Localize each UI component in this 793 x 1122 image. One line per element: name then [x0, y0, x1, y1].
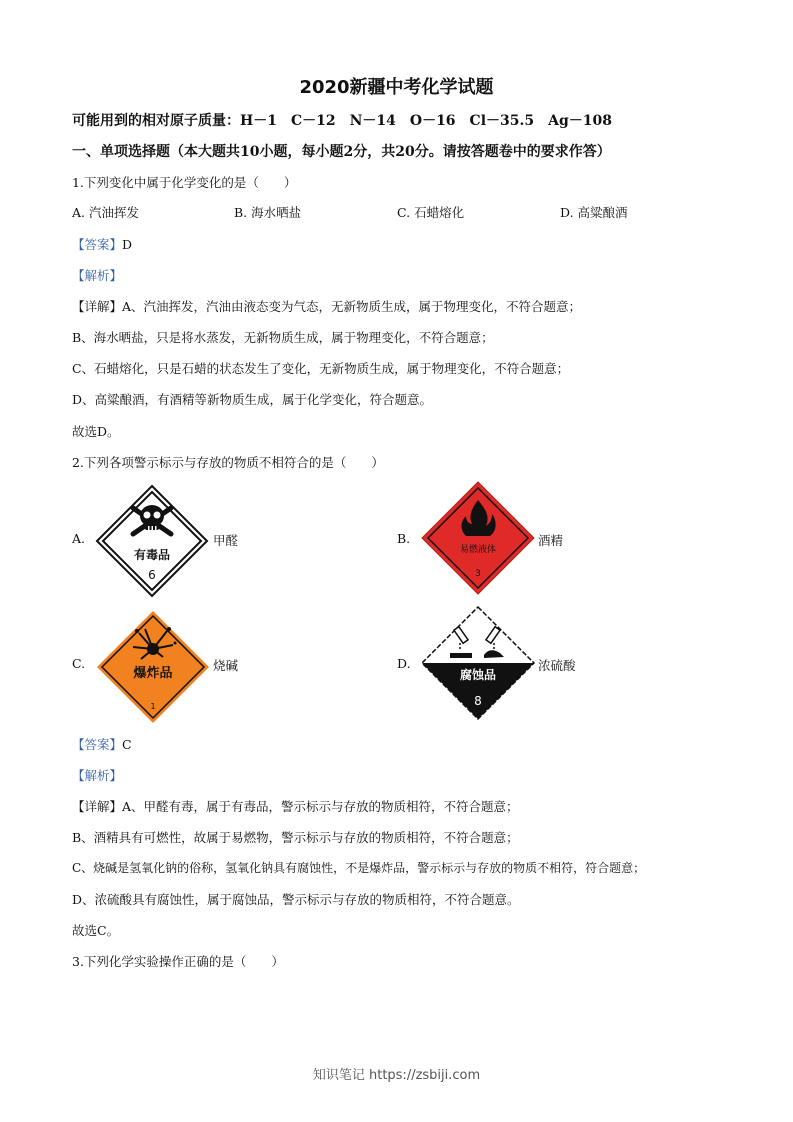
- q2-detail-c: C、烧碱是氢氧化钠的俗称，氢氧化钠具有腐蚀性，不是爆炸品，警示标示与存放的物质不相符，符合题意；: [72, 861, 646, 875]
- option-letter: D.: [560, 205, 574, 220]
- q1-option-b: [234, 203, 301, 221]
- question-1: 1.下列变化中属于化学变化的是（ ）: [72, 175, 297, 190]
- q1-detail-a: 【详解】A、汽油挥发，汽油由液态变为气态，无新物质生成，属于物理变化，不符合题意；: [72, 299, 582, 314]
- answer-label: 【答案】: [72, 737, 123, 752]
- q1-option-c: [397, 203, 464, 221]
- q2-option-d-substance: 浓硫酸: [538, 658, 576, 673]
- option-text: 海水晒盐: [251, 205, 302, 220]
- q1-answer: [72, 235, 132, 253]
- option-text: 汽油挥发: [89, 205, 140, 220]
- answer-value: D: [122, 237, 133, 252]
- toxic-sign-icon: [95, 484, 209, 598]
- q2-option-a-substance: 甲醛: [213, 533, 239, 548]
- flammable-liquid-sign-icon: [420, 480, 536, 596]
- corrosive-sign-label: 腐蚀品: [459, 668, 497, 682]
- q2-detail-d: D、浓硫酸具有腐蚀性，属于腐蚀品，警示标示与存放的物质相符，不符合题意。: [72, 892, 520, 907]
- q2-option-a-letter: A.: [72, 531, 86, 546]
- option-text: 高粱酿酒: [577, 205, 628, 220]
- q1-detail-b: B、海水晒盐，只是将水蒸发，无新物质生成，属于物理变化，不符合题意；: [72, 330, 494, 345]
- q2-detail-b: B、酒精具有可燃性，故属于易燃物，警示标示与存放的物质相符，不符合题意；: [72, 830, 519, 845]
- flammable-sign-label: 易燃液体: [459, 545, 497, 555]
- toxic-sign-label: 有毒品: [133, 548, 171, 562]
- option-letter: B.: [234, 205, 248, 220]
- section-heading: 一、单项选择题（本大题共10小题，每小题2分，共20分。请按答题卷中的要求作答）: [72, 144, 611, 160]
- explosive-sign-number: 1: [150, 702, 156, 711]
- corrosive-sign-number: 8: [474, 694, 482, 708]
- q2-option-d-letter: D.: [397, 656, 411, 671]
- toxic-sign-number: 6: [148, 568, 156, 582]
- question-2: 2.下列各项警示标示与存放的物质不相符合的是（ ）: [72, 455, 384, 470]
- explosive-sign-icon: [95, 609, 211, 725]
- q1-detail-d: D、高粱酿酒，有酒精等新物质生成，属于化学变化，符合题意。: [72, 392, 433, 407]
- q2-option-c-substance: 烧碱: [213, 658, 239, 673]
- q2-answer: [72, 735, 132, 753]
- q2-conclusion: 故选C。: [72, 923, 120, 938]
- q2-detail-a: 【详解】A、甲醛有毒，属于有毒品，警示标示与存放的物质相符，不符合题意；: [72, 799, 519, 814]
- flammable-sign-number: 3: [475, 569, 481, 579]
- corrosive-sign-icon: [420, 605, 536, 721]
- option-letter: A.: [72, 205, 86, 220]
- q2-option-b-substance: 酒精: [538, 533, 564, 548]
- footer-watermark: 知识笔记 https://zsbiji.com: [312, 1068, 481, 1083]
- answer-label: 【答案】: [72, 237, 123, 252]
- explosive-sign-label: 爆炸品: [133, 666, 173, 681]
- q2-option-c-letter: C.: [72, 656, 86, 671]
- answer-value: C: [122, 737, 132, 752]
- page-title: 2020新疆中考化学试题: [299, 77, 494, 98]
- q2-analysis-label: 【解析】: [72, 768, 123, 783]
- option-letter: C.: [397, 205, 411, 220]
- q1-option-d: [560, 203, 628, 221]
- q1-detail-c: C、石蜡熔化，只是石蜡的状态发生了变化，无新物质生成，属于物理变化，不符合题意；: [72, 361, 570, 376]
- q1-conclusion: 故选D。: [72, 424, 120, 439]
- q1-option-a: [72, 203, 139, 221]
- atomic-masses: 可能用到的相对原子质量：H－1 C－12 N－14 O－16 Cl－35.5 Ag－108: [72, 113, 612, 129]
- option-text: 石蜡熔化: [414, 205, 465, 220]
- question-3: 3.下列化学实验操作正确的是（ ）: [72, 954, 284, 969]
- q1-analysis-label: 【解析】: [72, 268, 123, 283]
- q2-option-b-letter: B.: [397, 531, 411, 546]
